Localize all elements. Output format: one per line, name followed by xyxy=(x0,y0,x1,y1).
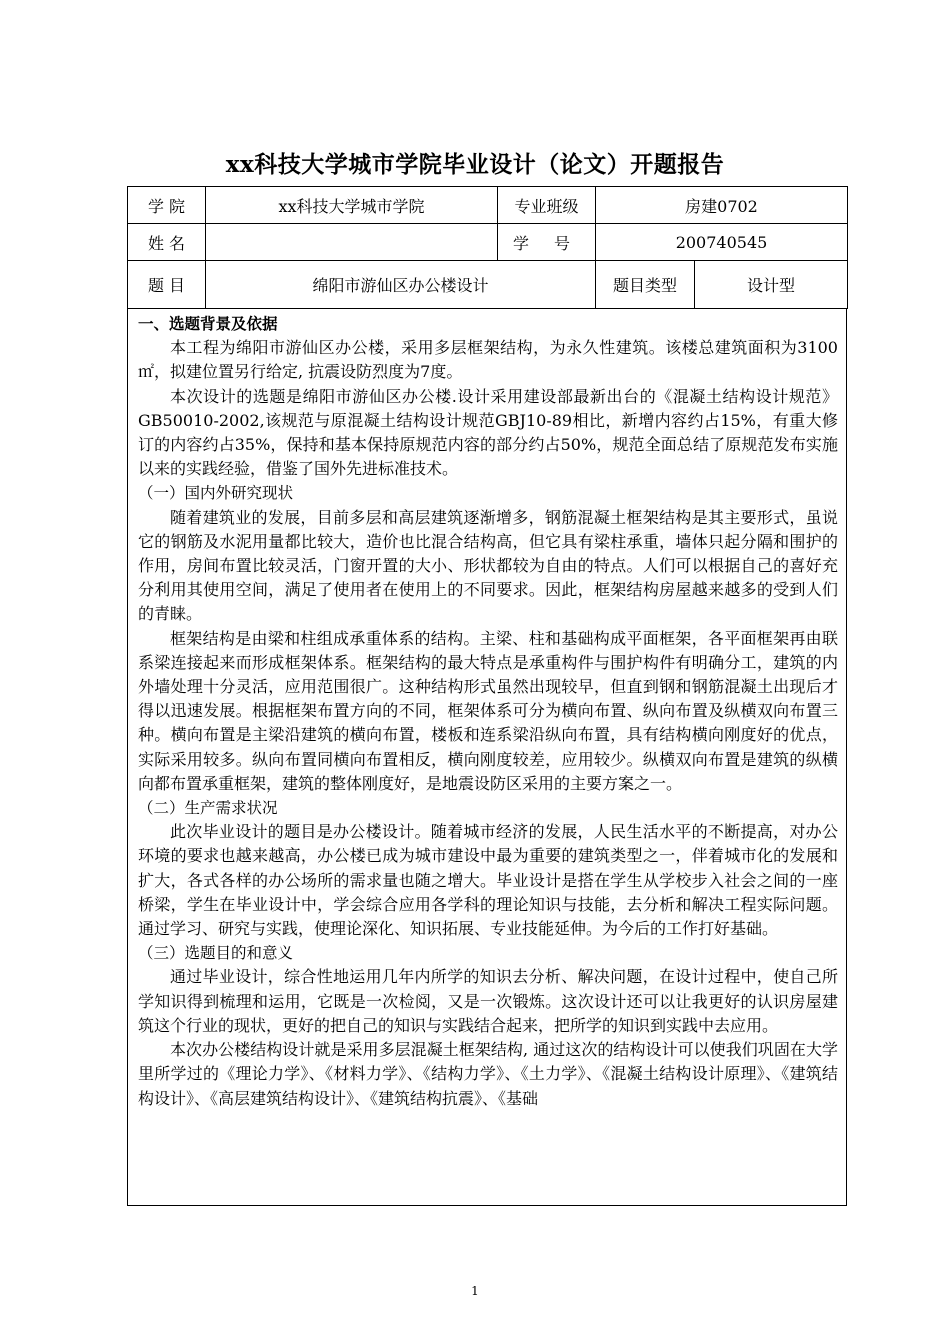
paragraph: 本次办公楼结构设计就是采用多层混凝土框架结构, 通过这次的结构设计可以使我们巩固在大学里所学过的《理论力学》、《材料力学》、《结构力学》、《土力学》、《混凝土结构设计原理》、《建筑结构设计》、《高层建筑结构设计》、《建筑结构抗震》、《基础 xyxy=(138,1040,838,1108)
section-heading-background: 一、选题背景及依据 xyxy=(138,315,278,333)
paragraph: 本次设计的选题是绵阳市游仙区办公楼.设计采用建设部最新出台的《混凝土结构设计规范》GB50010-2002,该规范与原混凝土结构设计规范GBJ10-89相比，新增内容约占15%，有重大修订的内容约占35%，保持和基本保持原规范内容的部分约占50%，规范全面总结了原规范发布实施以来的实践经验，借鉴了国外先进标准技术。 xyxy=(138,386,838,479)
topic-label: 题 目 xyxy=(128,261,206,309)
paragraph: 通过毕业设计，综合性地运用几年内所学的知识去分析、解决问题，在设计过程中，使自己所学知识得到梳理和运用，它既是一次检阅，又是一次锻炼。这次设计还可以让我更好的认识房屋建筑这个行业的现状，更好的把自己的知识与实践结合起来，把所学的知识到实践中去应用。 xyxy=(138,967,838,1035)
name-value xyxy=(206,224,498,261)
paragraph: 框架结构是由梁和柱组成承重体系的结构。主梁、柱和基础构成平面框架，各平面框架再由联系梁连接起来而形成框架体系。框架结构的最大特点是承重构件与围护构件有明确分工，建筑的内外墙处理十分灵活，应用范围很广。这种结构形式虽然出现较早，但直到钢和钢筋混凝土出现后才得以迅速发展。根据框架布置方向的不同，框架体系可分为横向布置、纵向布置及纵横双向布置三种。横向布置是主梁沿建筑的横向布置，楼板和连系梁沿纵向布置，具有结构横向刚度好的优点，实际采用较多。纵向布置同横向布置相反，横向刚度较差，应用较少。纵横双向布置是建筑的纵横向都布置承重框架，建筑的整体刚度好，是地震设防区采用的主要方案之一。 xyxy=(138,628,838,793)
info-row-school xyxy=(128,187,848,224)
class-value: 房建0702 xyxy=(596,187,848,224)
info-table xyxy=(127,186,848,309)
section-heading-research-status: （一）国内外研究现状 xyxy=(138,484,294,503)
report-body xyxy=(127,308,847,1206)
topic-type-value: 设计型 xyxy=(695,261,848,309)
student-id-value: 200740545 xyxy=(596,224,848,261)
info-row-name xyxy=(128,224,848,261)
section-heading-demand: （二）生产需求状况 xyxy=(138,799,278,818)
school-value: xx科技大学城市学院 xyxy=(206,187,498,224)
info-row-topic xyxy=(128,261,848,309)
name-label: 姓 名 xyxy=(128,224,206,261)
school-label: 学 院 xyxy=(128,187,206,224)
page-number: 1 xyxy=(471,1284,479,1298)
topic-value: 绵阳市游仙区办公楼设计 xyxy=(206,261,596,309)
paragraph: 此次毕业设计的题目是办公楼设计。随着城市经济的发展，人民生活水平的不断提高，对办公环境的要求也越来越高，办公楼已成为城市建设中最为重要的建筑类型之一，伴着城市化的发展和扩大，各式各样的办公场所的需求量也随之增大。毕业设计是搭在学生从学校步入社会之间的一座桥梁，学生在毕业设计中，学会综合应用各学科的理论知识与技能，去分析和解决工程实际问题。通过学习、研究与实践，使理论深化、知识拓展、专业技能延伸。为今后的工作打好基础。 xyxy=(138,822,838,939)
paragraph: 随着建筑业的发展，目前多层和高层建筑逐渐增多，钢筋混凝土框架结构是其主要形式，虽说它的钢筋及水泥用量都比较大，造价也比混合结构高，但它具有梁柱承重，墙体只起分隔和围护的作用，房间布置比较灵活，门窗开置的大小、形状都较为自由的特点。人们可以根据自己的喜好充分利用其使用空间，满足了使用者在使用上的不同要求。因此，框架结构房屋越来越多的受到人们的青睐。 xyxy=(138,507,838,624)
paragraph: 本工程为绵阳市游仙区办公楼，采用多层框架结构，为永久性建筑。该楼总建筑面积为3100㎡，拟建位置另行给定, 抗震设防烈度为7度。 xyxy=(138,338,838,382)
section-heading-purpose: （三）选题目的和意义 xyxy=(138,944,294,963)
report-content xyxy=(128,308,846,1111)
class-label: 专业班级 xyxy=(498,187,596,224)
report-title: xx科技大学城市学院毕业设计（论文）开题报告 xyxy=(225,151,725,178)
student-id-label: 学 号 xyxy=(498,224,596,261)
topic-type-label: 题目类型 xyxy=(596,261,695,309)
